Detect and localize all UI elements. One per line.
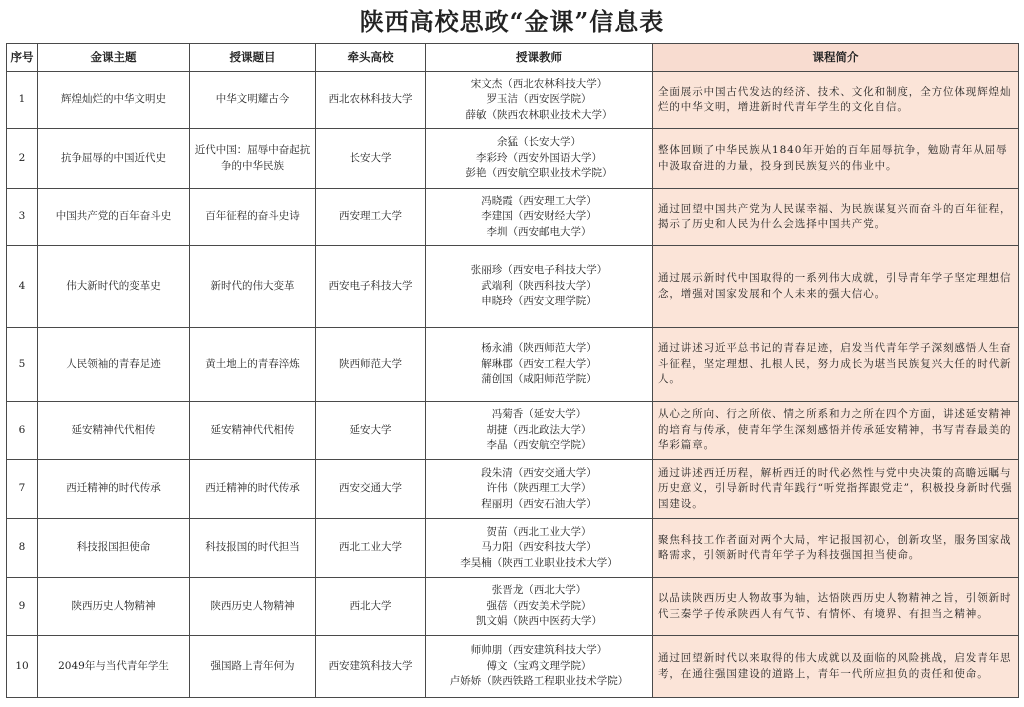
teacher-entry: 段朱清（西安交通大学） [481,466,597,479]
table-row [7,460,1019,519]
row-university: 西北农林科技大学 [316,72,426,129]
teacher-entry: 卢娇娇（陕西铁路工程职业技术学院） [449,675,629,688]
row-university: 西北大学 [316,578,426,636]
teacher-entry: 师帅朋（西安建筑科技大学） [470,644,608,657]
teacher-entry: 李圳（西安邮电大学） [486,225,592,238]
row-topic: 黄土地上的青春淬炼 [190,328,316,402]
teacher-entry: 贺苗（西北工业大学） [486,525,592,538]
row-teachers [426,328,653,402]
row-topic: 延安精神代代相传 [190,402,316,460]
table-row [7,189,1019,246]
row-index: 7 [7,460,38,519]
row-intro: 全面展示中国古代发达的经济、技术、文化和制度，全方位体现辉煌灿烂的中华文明，增进新时代青年学生的文化自信。 [653,72,1019,129]
header-row [7,44,1019,72]
teacher-entry: 凯文娟（陕西中医药大学） [476,615,602,628]
teacher-entry: 宋文杰（西北农林科技大学） [470,77,608,90]
page-title: 陕西高校思政“金课”信息表 [359,7,665,36]
row-teachers [426,129,653,189]
row-theme: 延安精神代代相传 [38,402,190,460]
row-topic: 西迁精神的时代传承 [190,460,316,519]
row-topic: 陕西历史人物精神 [190,578,316,636]
teacher-entry: 胡捷（西北政法大学） [486,423,592,436]
course-info-table [6,43,1019,698]
row-theme: 人民领袖的青春足迹 [38,328,190,402]
row-intro: 通过展示新时代中国取得的一系列伟大成就，引导青年学子坚定理想信念，增强对国家发展和个人未来的强大信心。 [653,246,1019,328]
teacher-entry: 李彩玲（西安外国语大学） [476,151,602,164]
header-topic: 授课题目 [190,44,316,72]
row-university: 延安大学 [316,402,426,460]
row-teachers [426,636,653,698]
row-index: 8 [7,519,38,578]
row-teachers [426,72,653,129]
row-university: 陕西师范大学 [316,328,426,402]
row-index: 4 [7,246,38,328]
row-theme: 科技报国担使命 [38,519,190,578]
teacher-entry: 马力阳（西安科技大学） [481,541,597,554]
teacher-entry: 冯菊香（延安大学） [491,408,587,421]
teacher-entry: 申晓玲（西安文理学院） [481,295,597,308]
row-theme: 辉煌灿烂的中华文明史 [38,72,190,129]
teacher-entry: 李昊楠（陕西工业职业技术大学） [460,556,618,569]
table-row [7,328,1019,402]
table-row [7,402,1019,460]
row-university: 西北工业大学 [316,519,426,578]
table-row [7,72,1019,129]
header-theme: 金课主题 [38,44,190,72]
teacher-entry: 薛敏（陕西农林职业技术大学） [465,108,613,121]
row-intro: 通过回望中国共产党为人民谋幸福、为民族谋复兴而奋斗的百年征程，揭示了历史和人民为什么会选择中国共产党。 [653,189,1019,246]
row-index: 2 [7,129,38,189]
teacher-entry: 强蓓（西安美术学院） [486,599,592,612]
teacher-entry: 杨永浦（陕西师范大学） [481,342,597,355]
row-teachers [426,578,653,636]
table-row [7,246,1019,328]
header-teachers: 授课教师 [426,44,653,72]
row-teachers [426,402,653,460]
row-topic: 强国路上青年何为 [190,636,316,698]
row-topic: 百年征程的奋斗史诗 [190,189,316,246]
row-intro: 通过讲述习近平总书记的青春足迹，启发当代青年学子深刻感悟人生奋斗征程，坚定理想、扎根人民，努力成长为堪当民族复兴大任的时代新人。 [653,328,1019,402]
header-university: 牵头高校 [316,44,426,72]
row-index: 3 [7,189,38,246]
row-index: 10 [7,636,38,698]
row-theme: 伟大新时代的变革史 [38,246,190,328]
teacher-entry: 李建国（西安财经大学） [481,210,597,223]
table-row [7,578,1019,636]
teacher-entry: 傅文（宝鸡文理学院） [486,659,592,672]
row-theme: 西迁精神的时代传承 [38,460,190,519]
row-theme: 抗争屈辱的中国近代史 [38,129,190,189]
row-theme: 陕西历史人物精神 [38,578,190,636]
row-index: 1 [7,72,38,129]
row-intro: 从心之所向、行之所依、情之所系和力之所在四个方面，讲述延安精神的培育与传承，使青年学生深刻感悟并传承延安精神，书写青春最美的华彩篇章。 [653,402,1019,460]
row-intro: 整体回顾了中华民族从1840年开始的百年屈辱抗争，勉励青年从屈辱中汲取奋进的力量，投身到民族复兴的伟业中。 [653,129,1019,189]
row-university: 西安电子科技大学 [316,246,426,328]
teacher-entry: 彭艳（西安航空职业技术学院） [465,167,613,180]
teacher-entry: 李晶（西安航空学院） [486,439,592,452]
row-intro: 通过回望新时代以来取得的伟大成就以及面临的风险挑战，启发青年思考，在通往强国建设的道路上，青年一代所应担负的责任和使命。 [653,636,1019,698]
teacher-entry: 张丽珍（西安电子科技大学） [470,264,608,277]
row-intro: 通过讲述西迁历程，解析西迁的时代必然性与党中央决策的高瞻远瞩与历史意义，引导新时代青年践行“听党指挥跟党走”，积极投身新时代强国建设。 [653,460,1019,519]
teacher-entry: 张晋龙（西北大学） [491,584,587,597]
teacher-entry: 罗玉洁（西安医学院） [486,93,592,106]
row-university: 西安交通大学 [316,460,426,519]
teacher-entry: 余猛（长安大学） [497,136,581,149]
teacher-entry: 解琳郡（西安工程大学） [481,357,597,370]
row-intro: 以品读陕西历史人物故事为轴，达悟陕西历史人物精神之旨，引领新时代三秦学子传承陕西人有气节、有情怀、有境界、有担当之精神。 [653,578,1019,636]
row-topic: 科技报国的时代担当 [190,519,316,578]
row-topic: 近代中国：屈辱中奋起抗争的中华民族 [190,129,316,189]
table-row [7,129,1019,189]
table-row [7,636,1019,698]
row-university: 西安建筑科技大学 [316,636,426,698]
row-index: 5 [7,328,38,402]
row-university: 西安理工大学 [316,189,426,246]
row-intro: 聚焦科技工作者面对两个大局，牢记报国初心，创新攻坚，服务国家战略需求，引领新时代青年学子为科技强国担当使命。 [653,519,1019,578]
row-teachers [426,189,653,246]
row-index: 6 [7,402,38,460]
header-intro: 课程简介 [653,44,1019,72]
table-row [7,519,1019,578]
header-index: 序号 [7,44,38,72]
teacher-entry: 冯晓霞（西安理工大学） [481,194,597,207]
row-topic: 新时代的伟大变革 [190,246,316,328]
teacher-entry: 蒲创国（咸阳师范学院） [481,373,597,386]
row-teachers [426,519,653,578]
teacher-entry: 武端利（陕西科技大学） [481,279,597,292]
row-teachers [426,460,653,519]
row-theme: 中国共产党的百年奋斗史 [38,189,190,246]
row-topic: 中华文明耀古今 [190,72,316,129]
row-theme: 2049年与当代青年学生 [38,636,190,698]
row-index: 9 [7,578,38,636]
teacher-entry: 程丽玥（西安石油大学） [481,497,597,510]
row-teachers [426,246,653,328]
teacher-entry: 许伟（陕西理工大学） [486,482,592,495]
row-university: 长安大学 [316,129,426,189]
